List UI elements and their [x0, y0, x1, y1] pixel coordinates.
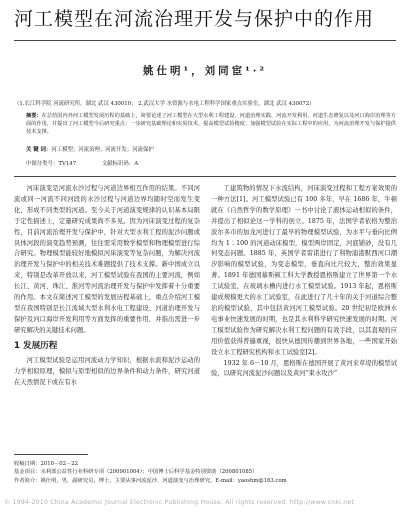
body-column-right — [211, 184, 397, 490]
history-paragraph-2: 1932 年 6－10 月，恩格斯在德国开展了黄河来草堤的模型试验，以研究河流泥沙问题以及黄河“束水攻沙” — [211, 359, 397, 378]
header-rule — [14, 176, 396, 177]
keywords-text: 河工模型；河流治理；河流开发；河流保护 — [51, 147, 154, 153]
copyright-watermark: © 1994-2010 China Academic Journal Electronic Publishing House. All rights reserved. http://www.cnki.net — [4, 499, 354, 506]
section-heading: 1 发展历程 — [14, 340, 58, 351]
footnotes — [14, 460, 404, 485]
body-column-left — [14, 184, 200, 442]
title-rule — [14, 40, 396, 41]
keywords-label: 关 键 词： — [26, 147, 52, 153]
paper-title: 河工模型在河流治理开发与保护中的作用 — [14, 8, 375, 30]
history-paragraph-cont: 工建筑物的情况下水流结构，河床演变过程和工程方案效果的一种方法[1]。河工模型试验已有 100 多年，早在 1686 年，牛顿就在《自然哲学的数学原理》一书中讨论了液体运动相似的条件，并提出了相似论这一学科的创立。1875 年，法国学者依格为整治波尔多市的加龙河进行了最早的物理模型试验，为水平与垂向比例均为 1∶100 的河道动床模型，模型两岸固定，河底铺砂，没有几何变态问题。1885 年，英国学者雷诺进行了利物浦港默西河口潮汐影响的模型试验，为变态模型，垂直向比尺较大，整治效果显著。1891 年德国慕斯顿工科大学教授恩格斯建立了世界第一个水工试验室，在玻璃水槽内进行水工模型试验。1913 年起，恩格斯建成规模更大的水工试验室，在此进行了几十年的关于河道综合整治的模型试验，其中包括黄河河工模型试验。20 世纪初是欧洲水电事业快速发展的时期，也是其水利科学研究快速发展的时期。河工模型试验作为研究解决水利工程问题的有效手段，以其直观的应用价值获得普遍重视，很快从德国传播到世界各地，一些国家开始设立水工程研究机构和水工试验室[2]。 — [211, 185, 397, 356]
abstract — [26, 112, 396, 145]
author-line: 姚仕明¹，刘同宦¹·² — [143, 65, 267, 77]
clc-number: 中图分类号：TV147 — [26, 161, 77, 167]
funding-note: 基金项目：水利部公益性行业科研专项（200901004）；中国博士后科学基金特别资助（200801085） — [14, 469, 258, 476]
author-bio: 作者简介：姚仕明，男，副研究员，博士，主要从事河流泥沙、河道演变与治理研究。E-mail：yaoshm@163.com — [14, 477, 287, 484]
footnote-rule — [14, 454, 88, 455]
classification-line — [26, 160, 396, 168]
history-paragraph: 河工模型试验是运用河流动力学知识，根据水流和泥沙运动的力学相似原理，模拟与原型相似的边界条件和动力条件，研究河道在天然情况下或在有水 — [14, 356, 200, 386]
received-date: 收稿日期：2010－02－22 — [14, 461, 79, 467]
abstract-text: 在总结国内外河工模型发展历程的基础上，简要论述了河工模型在大型水利工程建设、河道治理实践、河流开发利用、河道生态修复以及河口海岸治理等方面的作用，并提出了河工模型今后研究重点：一步研究基础理论和实验技术，提高模型试验精度；加强模型试验在实际工程中的应用，为河流治理开发与保护提供技术支撑。 — [26, 113, 396, 136]
affiliation: （1.长江科学院 河流研究所，湖北 武汉 430010； 2.武汉大学 水资源与水电工程科学国家重点实验室，湖北 武汉 430072） — [14, 101, 315, 107]
intro-paragraph: 河床演变是河流水沙过程与河道边界相互作用的结果。不同河流或同一河流不同河段的水沙过程与河道边界均随时空而发生变化，形成不同类型的河道。至今关于河道演变规律的认识基本局限于定性描述上，定量研究成果尚不多见。因为河床演变过程的复杂性，目前河流治理开发与保护中，针对大型水利工程的泥沙问题或具体河段的演变趋势预测，往往需采用数学模型和物理模型进行综合研究。物理模型能较好地模拟河床演变等复杂问题，为解决河流治理开发与保护中的相关技术难题提供了技术支撑。新中国成立以来，特别是改革开放以来，河工模型试验在我国的主要河流，例如长江、黄河、珠江、淮河等河流治理开发与保护中发挥着十分重要的作用。本文在简述河工模型的发展历程基础上，重点介绍河工模型在我国特别是长江流域大型水利水电工程建设、河道治理开发与保护及河口海岸开发利用等方面发挥的重要作用，并指出需进一步研究解决的关键技术问题。 — [14, 185, 200, 334]
document-code: 文献标识码：A — [101, 161, 139, 167]
abstract-label: 摘要： — [26, 113, 42, 119]
keywords — [26, 146, 396, 154]
